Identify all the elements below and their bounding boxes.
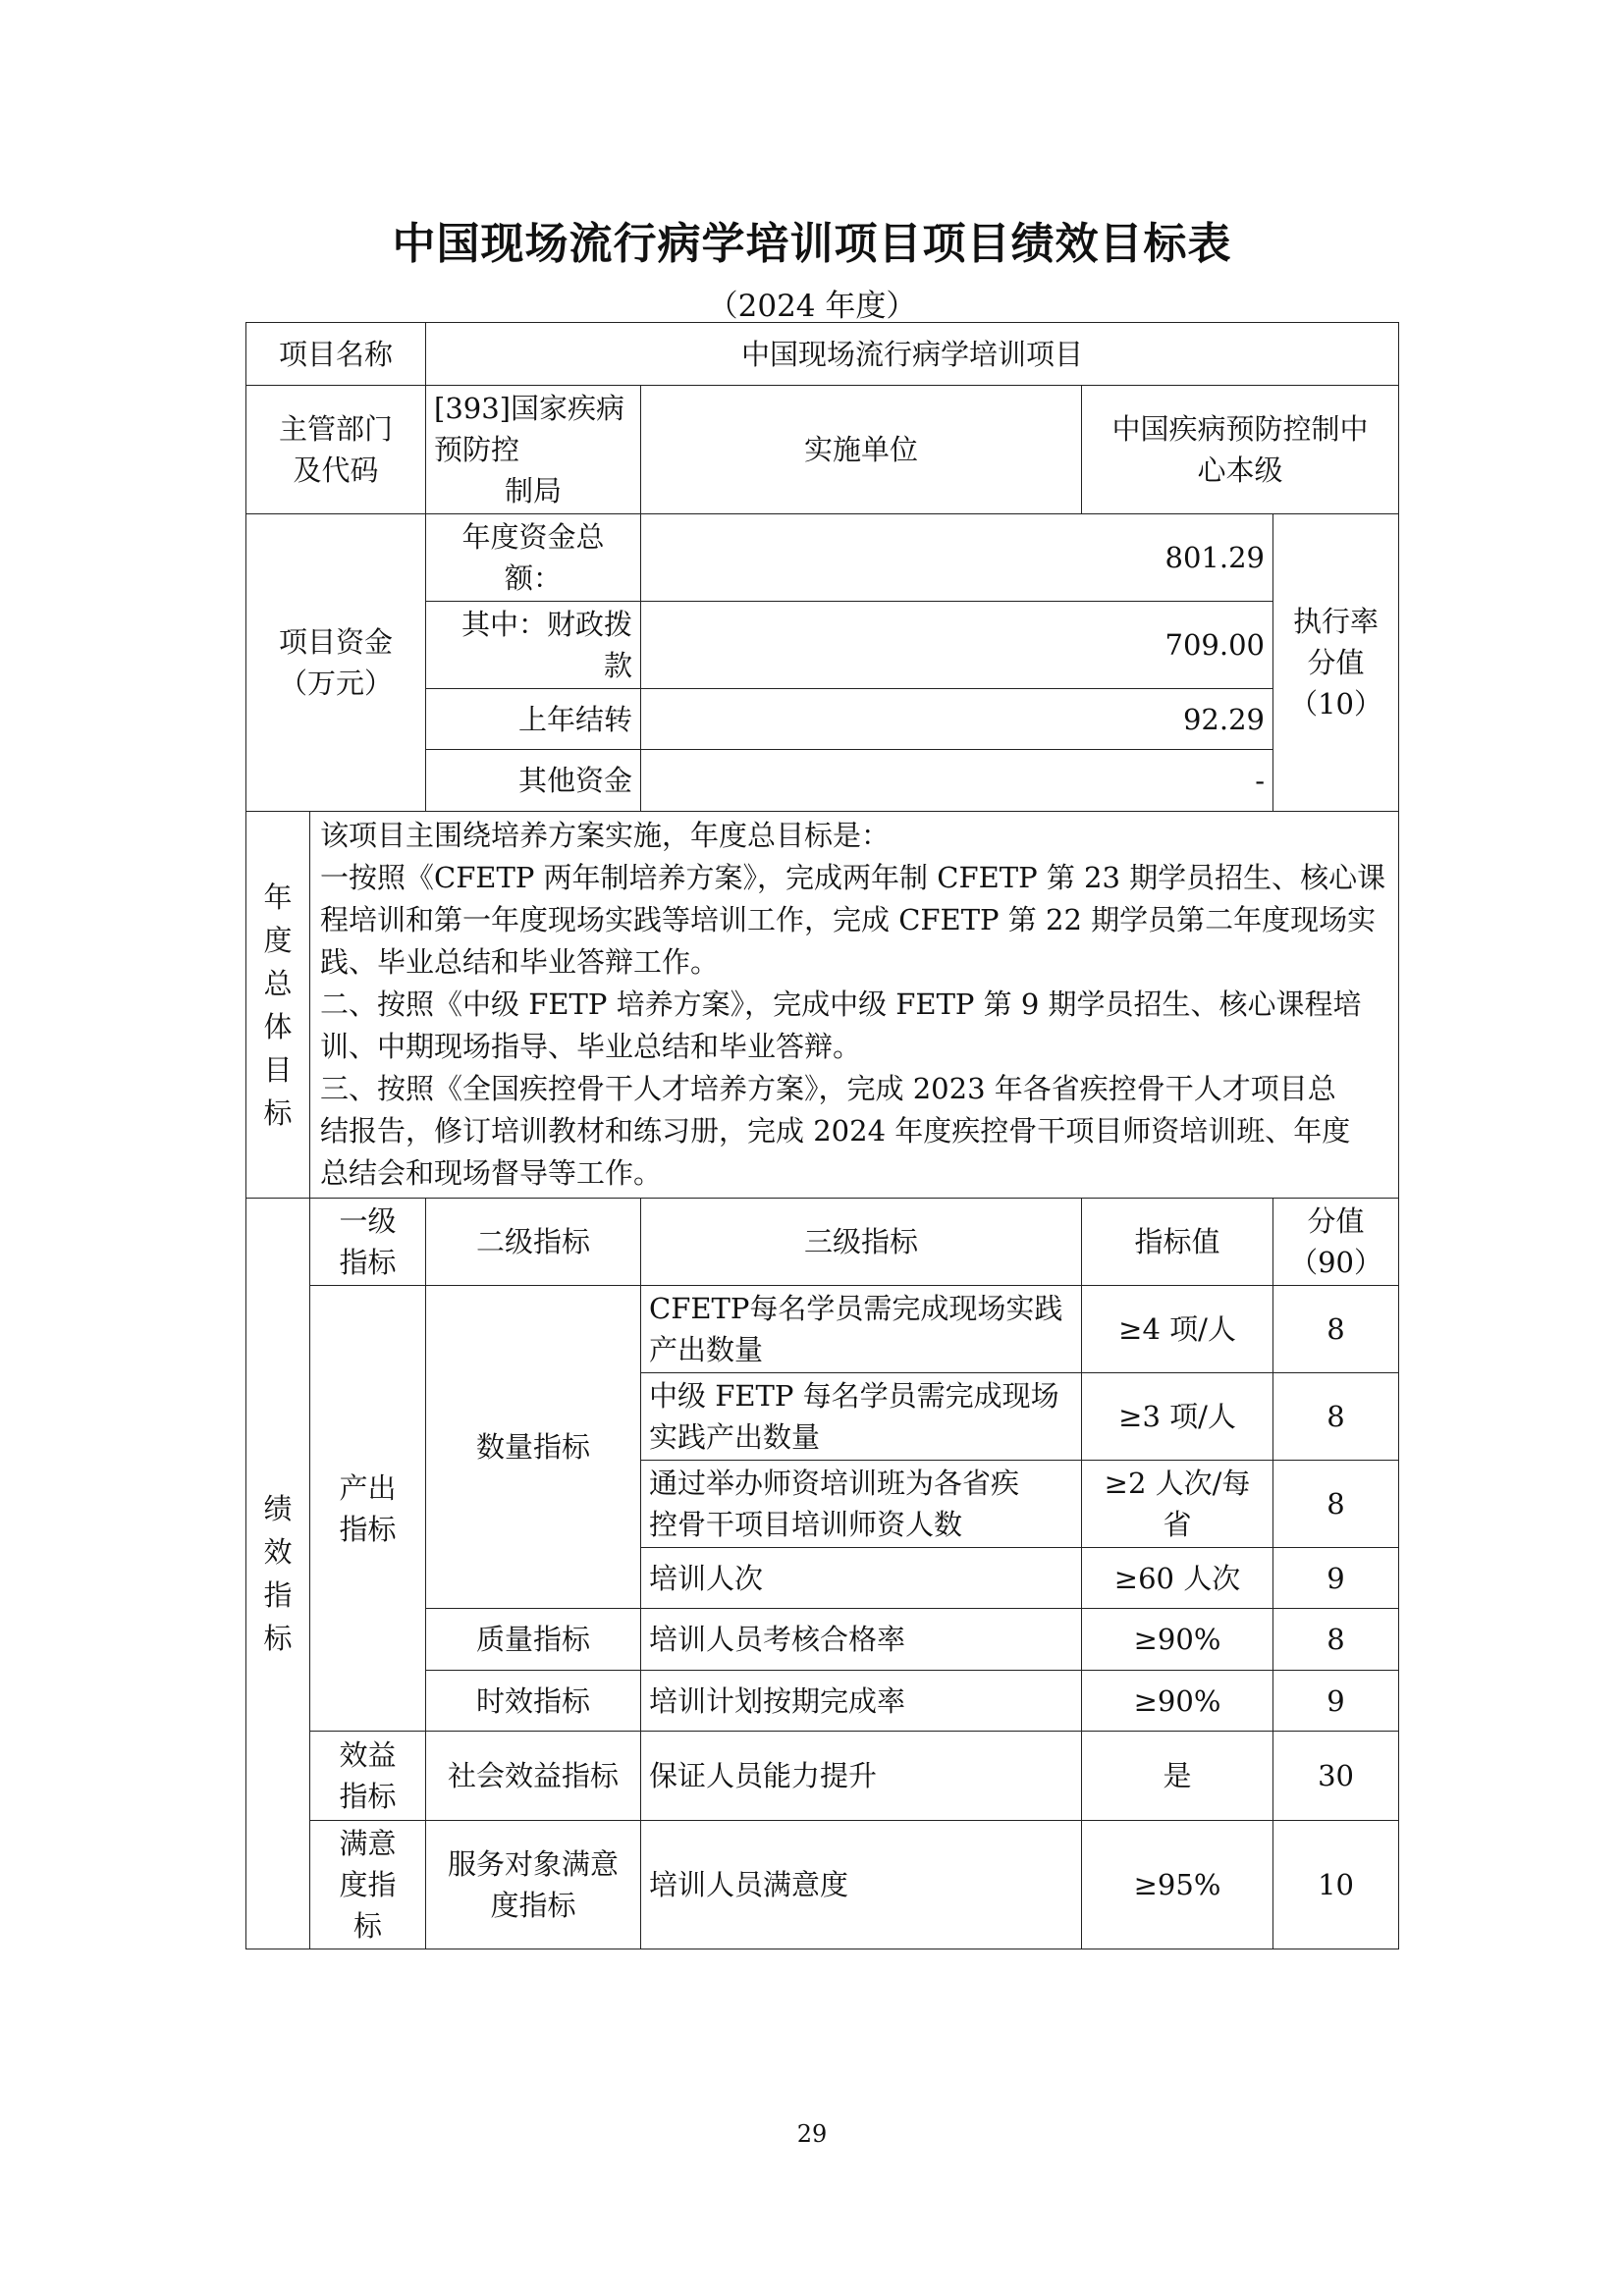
page-subtitle: （2024 年度）: [707, 289, 917, 324]
header-score: [1273, 1199, 1399, 1286]
annual-goal-label-char: 度: [263, 923, 293, 957]
indicator-value: ≥95%: [1082, 1821, 1273, 1949]
indicator-header-row: [246, 1199, 1399, 1286]
level3-indicator: 培训人员考核合格率: [641, 1609, 1082, 1671]
timeliness-indicator-label: 时效指标: [426, 1671, 641, 1732]
header-indicator-value: 指标值: [1082, 1199, 1273, 1286]
performance-indicator-label: [246, 1199, 310, 1949]
indicator-row: [246, 1286, 1399, 1373]
implementing-unit-label: 实施单位: [641, 386, 1082, 514]
funds-item-value: -: [641, 750, 1273, 812]
benefit-indicator-label-line-1: 效益: [339, 1738, 397, 1772]
level3-indicator-line-2: 实践产出数量: [649, 1420, 821, 1454]
performance-indicator-label-char: 绩: [263, 1492, 293, 1525]
annual-goal-line: 一按照《CFETP 两年制培养方案》，完成两年制 CFETP 第 23 期学员招生、核心课: [320, 861, 1386, 894]
performance-indicator-label-char: 指: [263, 1578, 293, 1612]
indicator-value: 是: [1082, 1732, 1273, 1821]
indicator-score: 8: [1273, 1286, 1399, 1373]
annual-goal-label-char: 年: [263, 880, 293, 914]
department-label-line-1: 主管部门: [279, 412, 394, 446]
header-score-line-1: 分值: [1307, 1204, 1365, 1238]
funds-item-label: 年度资金总额：: [426, 514, 641, 602]
indicator-value-line-1: ≥2 人次/每: [1104, 1467, 1251, 1500]
satisfaction-indicator-label-line-1: 满意: [339, 1827, 397, 1860]
level3-indicator: 培训计划按期完成率: [641, 1671, 1082, 1732]
performance-target-table: [245, 322, 1399, 1949]
indicator-score: 9: [1273, 1671, 1399, 1732]
indicator-value: ≥3 项/人: [1082, 1373, 1273, 1461]
funds-item-value: 709.00: [641, 602, 1273, 689]
annual-goal-label: [246, 812, 310, 1199]
department-value: [426, 386, 641, 514]
indicator-row: [246, 1732, 1399, 1821]
annual-goal-line: 三、按照《全国疾控骨干人才培养方案》，完成 2023 年各省疾控骨干人才项目总: [320, 1072, 1336, 1105]
indicator-score: 8: [1273, 1609, 1399, 1671]
header-level1-line-1: 一级: [339, 1204, 397, 1238]
header-score-line-2: （90）: [1289, 1246, 1382, 1279]
satisfaction-indicator-label-line-2: 度指: [339, 1868, 397, 1901]
annual-goal-line: 践、毕业总结和毕业答辩工作。: [320, 945, 720, 979]
benefit-indicator-label: [310, 1732, 426, 1821]
execution-rate-label-line-3: （10）: [1289, 687, 1382, 721]
funds-item-label: 其他资金: [426, 750, 641, 812]
implementing-unit-value: [1082, 386, 1399, 514]
output-indicator-label-line-2: 指标: [339, 1512, 397, 1546]
level3-indicator-line-2: 产出数量: [649, 1333, 764, 1366]
annual-goal-line: 训、中期现场指导、毕业总结和毕业答辩。: [320, 1030, 862, 1063]
output-indicator-label: [310, 1286, 426, 1732]
page-title: 中国现场流行病学培训项目项目绩效目标表: [392, 219, 1232, 269]
service-satisfaction-label-line-1: 服务对象满意: [448, 1847, 620, 1881]
service-satisfaction-indicator-label: [426, 1821, 641, 1949]
funds-item-label: 其中：财政拨款: [426, 602, 641, 689]
social-benefit-indicator-label: 社会效益指标: [426, 1732, 641, 1821]
annual-goal-line: 总结会和现场督导等工作。: [320, 1156, 663, 1190]
funds-item-value: 801.29: [641, 514, 1273, 602]
funds-label-line-2: （万元）: [279, 667, 394, 700]
indicator-value: ≥90%: [1082, 1609, 1273, 1671]
level3-indicator-line-2: 控骨干项目培训师资人数: [649, 1508, 963, 1541]
level3-indicator-line-1: CFETP每名学员需完成现场实践: [649, 1292, 1063, 1325]
level3-indicator: 培训人员满意度: [641, 1821, 1082, 1949]
level3-indicator-line-1: 通过举办师资培训班为各省疾: [649, 1467, 1020, 1500]
funds-item-value: 92.29: [641, 689, 1273, 750]
indicator-score: 30: [1273, 1732, 1399, 1821]
indicator-value: [1082, 1461, 1273, 1548]
funds-item-label: 上年结转: [426, 689, 641, 750]
benefit-indicator-label-line-2: 指标: [339, 1780, 397, 1813]
implementing-unit-value-line-2: 心本级: [1197, 454, 1283, 487]
project-name-row: [246, 323, 1399, 386]
implementing-unit-value-line-1: 中国疾病预防控制中: [1111, 412, 1369, 446]
indicator-value: ≥60 人次: [1082, 1548, 1273, 1609]
page-number: 29: [796, 2120, 828, 2148]
execution-rate-label-line-2: 分值: [1307, 646, 1365, 679]
indicator-score: 9: [1273, 1548, 1399, 1609]
project-name-label: 项目名称: [246, 323, 426, 386]
header-level1-line-2: 指标: [339, 1246, 397, 1279]
department-label-line-2: 及代码: [293, 454, 379, 487]
level3-indicator: [641, 1461, 1082, 1548]
department-row: [246, 386, 1399, 514]
level3-indicator-line-1: 中级 FETP 每名学员需完成现场: [649, 1379, 1059, 1413]
annual-goal-label-char: 标: [263, 1095, 293, 1130]
level3-indicator: [641, 1373, 1082, 1461]
header-level2: 二级指标: [426, 1199, 641, 1286]
annual-goal-line: 程培训和第一年度现场实践等培训工作，完成 CFETP 第 22 期学员第二年度现场实: [320, 903, 1377, 936]
department-label: [246, 386, 426, 514]
indicator-value-line-2: 省: [1163, 1508, 1192, 1541]
execution-rate-label-line-1: 执行率: [1293, 605, 1380, 638]
funds-label: [246, 514, 426, 812]
department-value-line-1: [393]国家疾病预防控: [434, 392, 624, 466]
department-value-line-2: 制局: [505, 474, 563, 507]
funds-row-total: [246, 514, 1399, 602]
output-indicator-label-line-1: 产出: [339, 1470, 397, 1505]
annual-goal-label-char: 体: [263, 1009, 293, 1043]
satisfaction-indicator-label-line-3: 标: [353, 1909, 383, 1943]
execution-rate-label: [1273, 514, 1399, 812]
header-level3: 三级指标: [641, 1199, 1082, 1286]
indicator-value: ≥90%: [1082, 1671, 1273, 1732]
level3-indicator: [641, 1286, 1082, 1373]
indicator-score: 8: [1273, 1461, 1399, 1548]
annual-goal-label-char: 目: [263, 1052, 293, 1087]
level3-indicator: 培训人次: [641, 1548, 1082, 1609]
quality-indicator-label: 质量指标: [426, 1609, 641, 1671]
annual-goal-line: 结报告，修订培训教材和练习册，完成 2024 年度疾控骨干项目师资培训班、年度: [320, 1114, 1351, 1148]
funds-label-line-1: 项目资金: [279, 625, 394, 659]
indicator-value: ≥4 项/人: [1082, 1286, 1273, 1373]
quantity-indicator-label: 数量指标: [426, 1286, 641, 1609]
indicator-score: 10: [1273, 1821, 1399, 1949]
annual-goal-line: 该项目主围绕培养方案实施，年度总目标是：: [320, 819, 891, 852]
level3-indicator: 保证人员能力提升: [641, 1732, 1082, 1821]
header-level1: [310, 1199, 426, 1286]
annual-goal-row: [246, 812, 1399, 1199]
annual-goal-label-char: 总: [263, 966, 293, 1000]
project-name-value: 中国现场流行病学培训项目: [426, 323, 1399, 386]
annual-goal-text: [310, 812, 1399, 1199]
performance-indicator-label-char: 标: [263, 1622, 293, 1655]
satisfaction-indicator-label: [310, 1821, 426, 1949]
indicator-row: [246, 1821, 1399, 1949]
service-satisfaction-label-line-2: 度指标: [490, 1889, 576, 1922]
performance-indicator-label-char: 效: [263, 1535, 293, 1569]
annual-goal-line: 二、按照《中级 FETP 培养方案》，完成中级 FETP 第 9 期学员招生、核心课程培: [320, 988, 1362, 1021]
indicator-score: 8: [1273, 1373, 1399, 1461]
